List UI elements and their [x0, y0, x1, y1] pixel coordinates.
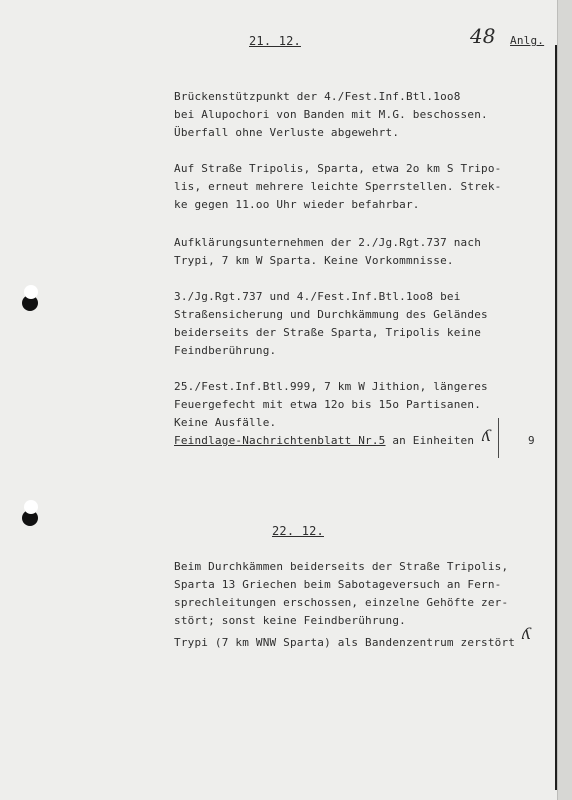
entry-4-line-4: Feindberührung. [174, 344, 277, 357]
entry-3-line-2: Trypi, 7 km W Sparta. Keine Vorkommnisse. [174, 254, 454, 267]
entry-1-line-1: Brückenstützpunkt der 4./Fest.Inf.Btl.1oo8 [174, 90, 461, 103]
bulletin-rest: an Einheiten [385, 434, 475, 447]
entry-2-line-1: Auf Straße Tripolis, Sparta, etwa 2o km S Tripo- [174, 162, 502, 175]
entry-5-line-2: Feuergefecht mit etwa 12o bis 15o Partisanen. [174, 398, 482, 411]
entry-5-line-1: 25./Fest.Inf.Btl.999, 7 km W Jithion, längeres [174, 380, 488, 393]
entry-3-line-1: Aufklärungsunternehmen der 2./Jg.Rgt.737 nach [174, 236, 482, 249]
page-edge [557, 0, 572, 800]
bulletin-title: Feindlage-Nachrichtenblatt Nr.5 [174, 434, 386, 447]
bulletin-line [174, 432, 474, 450]
date-heading-1: 21. 12. [249, 34, 301, 48]
entry-6-line-4: stört; sonst keine Feindberührung. [174, 614, 406, 627]
entry-5-line-3: Keine Ausfälle. [174, 416, 277, 429]
entry-4-line-2: Straßensicherung und Durchkämmung des Geländes [174, 308, 488, 321]
entry-6-line-3: sprechleitungen erschossen, einzelne Gehöfte zer- [174, 596, 509, 609]
annex-rule [498, 418, 499, 458]
page-number-handwritten: 48 [470, 24, 496, 48]
entry-1-line-2: bei Alupochori von Banden mit M.G. beschossen. [174, 108, 488, 121]
entry-4-line-1: 3./Jg.Rgt.737 und 4./Fest.Inf.Btl.1oo8 bei [174, 290, 461, 303]
entry-1-line-3: Überfall ohne Verluste abgewehrt. [174, 126, 400, 139]
entry-2-line-2: lis, erneut mehrere leichte Sperrstellen. Strek- [174, 180, 502, 193]
handwritten-mark-1: ʎ [482, 426, 492, 445]
entry-7-line-1: Trypi (7 km WNW Sparta) als Bandenzentrum zerstört [174, 636, 516, 649]
annex-number: 9 [528, 434, 535, 447]
date-heading-2: 22. 12. [272, 524, 324, 538]
margin-rule [555, 45, 557, 790]
entry-4-line-3: beiderseits der Straße Sparta, Tripolis keine [174, 326, 482, 339]
entry-6-line-2: Sparta 13 Griechen beim Sabotageversuch an Fern- [174, 578, 502, 591]
punch-hole-bottom [22, 510, 38, 526]
punch-hole-top [22, 295, 38, 311]
entry-6-line-1: Beim Durchkämmen beiderseits der Straße Tripolis, [174, 560, 509, 573]
handwritten-mark-2: ʎ [522, 624, 532, 643]
entry-2-line-3: ke gegen 11.oo Uhr wieder befahrbar. [174, 198, 420, 211]
annex-label: Anlg. [510, 34, 545, 47]
